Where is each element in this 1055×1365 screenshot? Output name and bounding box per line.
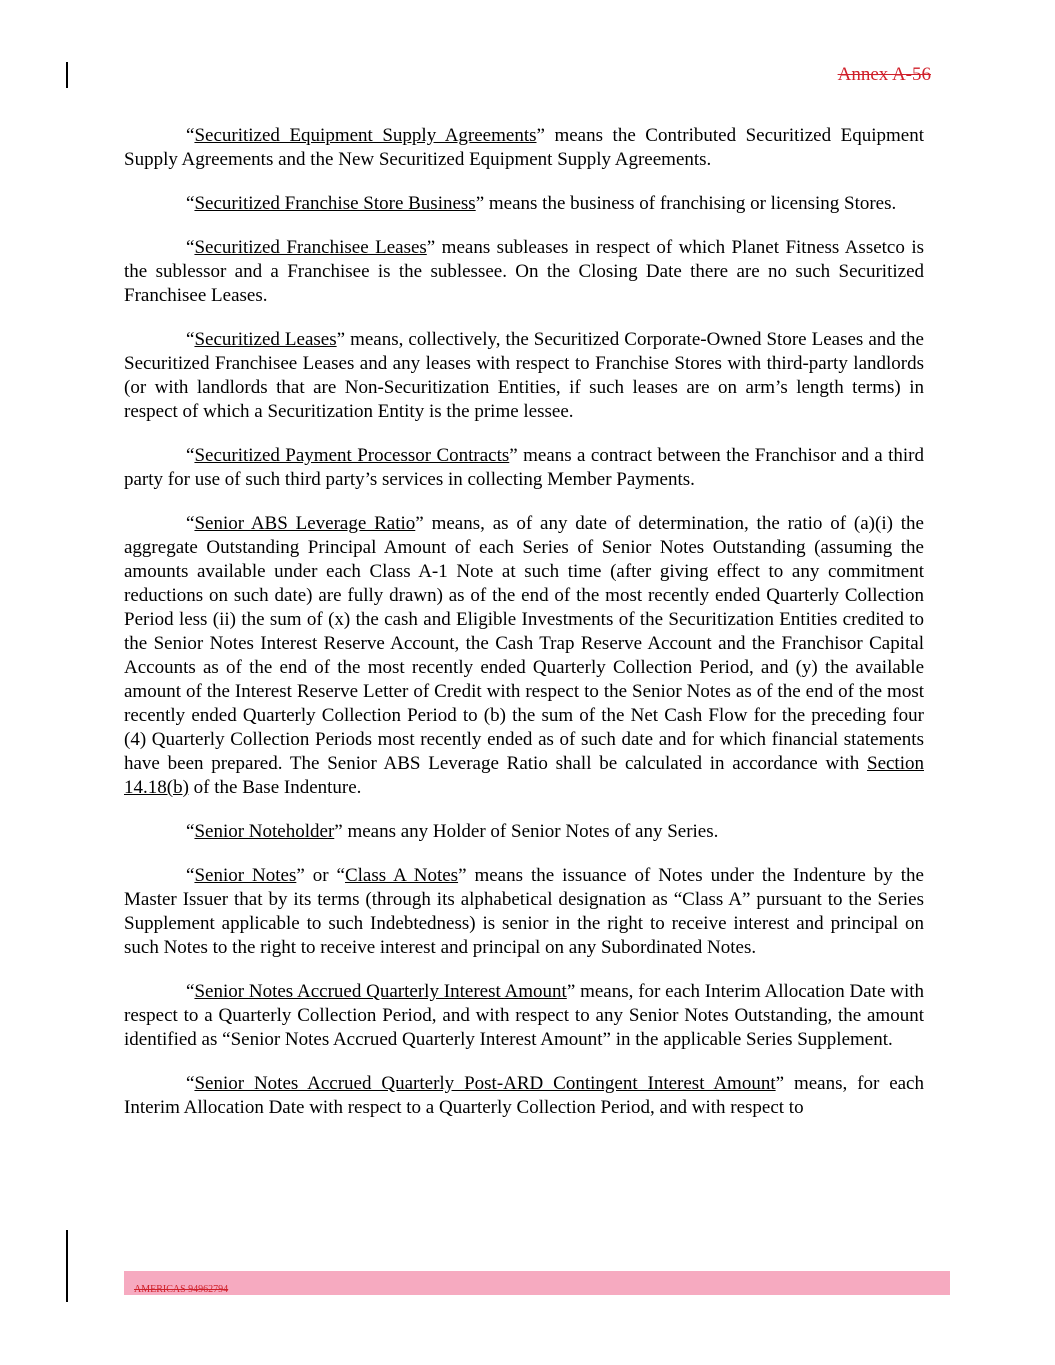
definition-text: ” means the business of franchising or licensing Stores. xyxy=(475,193,897,214)
defined-term: Securitized Payment Processor Contracts xyxy=(194,445,510,466)
defined-term: Securitized Franchise Store Business xyxy=(194,193,476,214)
definition-senior-notes-accrued-quarterly-post-ard-contingent-interest-amount: “Senior Notes Accrued Quarterly Post-ARD Contingent Interest Amount” means, for each Interim Allocation Date with respect to a Quarterly Collection Period, and with respect to xyxy=(124,1073,924,1118)
section-reference: Section 14.18(b) xyxy=(124,753,924,798)
definition-tail: of the Base Indenture. xyxy=(188,777,362,798)
definition-securitized-equipment-supply-agreements: “Securitized Equipment Supply Agreements” means the Contributed Securitized Equipment Supply Agreements and the New Securitized Equipment Supply Agreements. xyxy=(124,125,924,170)
definition-text: ” means, as of any date of determination, the ratio of (a)(i) the aggregate Outstanding Principal Amount of each Series of Senior Notes Outstanding (assuming the amounts available under each Class A-1 Note at such time (after giving effect to any commitment reductions on such date) are fully drawn) as of the end of the most recently ended Quarterly Collection Period less (ii) the sum of (x) the cash and Eligible Investments of the Securitization Entities credited to the Senior Notes Interest Reserve Account, the Cash Trap Reserve Account and the Franchisor Capital Accounts as of the end of the most recently ended Quarterly Collection Period, and (y) the available amount of the Interest Reserve Letter of Credit with respect to the Senior Notes as of the end of the most recently ended Quarterly Collection Period to (b) the sum of the Net Cash Flow for the preceding four (4) Quarterly Collection Periods most recently ended as of such date and for which financial statements have been prepared. The Senior ABS Leverage Ratio shall be calculated in accordance with xyxy=(124,513,924,774)
defined-term: Senior Notes Accrued Quarterly Post-ARD Contingent Interest Amount xyxy=(194,1073,776,1094)
change-bar-bottom xyxy=(66,1230,68,1302)
definition-connector: ” or “ xyxy=(296,865,345,886)
defined-term: Senior Notes Accrued Quarterly Interest Amount xyxy=(194,981,567,1002)
defined-term: Securitized Equipment Supply Agreements xyxy=(194,125,537,146)
definition-senior-notes: “Senior Notes” or “Class A Notes” means the issuance of Notes under the Indenture by the Master Issuer that by its terms (through its alphabetical designation as “Class A” pursuant to the Series Supplement applicable to such Indebtedness) is senior in the right to receive interest and principal on such Notes to the right to receive interest and principal on any Subordinated Notes. xyxy=(124,865,924,958)
defined-term: Securitized Franchisee Leases xyxy=(194,237,427,258)
definition-senior-notes-accrued-quarterly-interest-amount: “Senior Notes Accrued Quarterly Interest Amount” means, for each Interim Allocation Date with respect to a Quarterly Collection Period, and with respect to any Senior Notes Outstanding, the amount identified as “Senior Notes Accrued Quarterly Interest Amount” in the applicable Series Supplement. xyxy=(124,981,924,1050)
footer-highlight-bar xyxy=(124,1271,950,1295)
document-body xyxy=(124,124,924,1140)
definition-text: ” means any Holder of Senior Notes of any Series. xyxy=(334,821,719,842)
defined-term: Securitized Leases xyxy=(194,329,337,350)
definition-text: ” means, for each Interim Allocation Date with respect to a Quarterly Collection Period, and with respect to xyxy=(124,1073,924,1118)
document-id: AMERICAS 94962794 xyxy=(134,1284,229,1295)
defined-term: Senior Notes xyxy=(194,865,297,886)
defined-term: Senior Noteholder xyxy=(194,821,335,842)
definition-senior-abs-leverage-ratio: “Senior ABS Leverage Ratio” means, as of any date of determination, the ratio of (a)(i) the aggregate Outstanding Principal Amount of each Series of Senior Notes Outstanding (assuming the amounts available under each Class A-1 Note at such time (after giving effect to any commitment reductions on such date) are fully drawn) as of the end of the most recently ended Quarterly Collection Period less (ii) the sum of (x) the cash and Eligible Investments of the Securitization Entities credited to the Senior Notes Interest Reserve Account, the Cash Trap Reserve Account and the Franchisor Capital Accounts as of the end of the most recently ended Quarterly Collection Period, and (y) the available amount of the Interest Reserve Letter of Credit with respect to the Senior Notes as of the end of the most recently ended Quarterly Collection Period to (b) the sum of the Net Cash Flow for the preceding four (4) Quarterly Collection Periods most recently ended as of such date and for which financial statements have been prepared. The Senior ABS Leverage Ratio shall be calculated in accordance with Section 14.18(b) of the Base Indenture. xyxy=(124,513,924,798)
definition-senior-noteholder: “Senior Noteholder” means any Holder of Senior Notes of any Series. xyxy=(186,821,719,842)
definition-text: ” means the Contributed Securitized Equipment Supply Agreements and the New Securitized Equipment Supply Agreements. xyxy=(124,125,924,170)
definition-securitized-leases: “Securitized Leases” means, collectively, the Securitized Corporate-Owned Store Leases and the Securitized Franchisee Leases and any leases with respect to Franchise Stores with third-party landlords (or with landlords that are Non-Securitization Entities, if such leases are on arm’s length terms) in respect of which a Securitization Entity is the prime lessee. xyxy=(124,329,924,422)
annex-label: Annex A-56 xyxy=(837,64,931,85)
definition-text: ” means, collectively, the Securitized Corporate-Owned Store Leases and the Securitized Franchisee Leases and any leases with respect to Franchise Stores with third-party landlords (or with landlords that are Non-Securitization Entities, if such leases are on arm’s length terms) in respect of which a Securitization Entity is the prime lessee. xyxy=(124,329,924,422)
definition-securitized-franchisee-leases: “Securitized Franchisee Leases” means subleases in respect of which Planet Fitness Assetco is the sublessor and a Franchisee is the sublessee. On the Closing Date there are no such Securitized Franchisee Leases. xyxy=(124,237,924,306)
definition-securitized-payment-processor-contracts: “Securitized Payment Processor Contracts” means a contract between the Franchisor and a third party for use of such third party’s services in collecting Member Payments. xyxy=(124,445,924,490)
defined-term: Senior ABS Leverage Ratio xyxy=(194,513,416,534)
definition-text: ” means the issuance of Notes under the Indenture by the Master Issuer that by its terms (through its alphabetical designation as “Class A” pursuant to the Series Supplement applicable to such Indebtedness) is senior in the right to receive interest and principal on such Notes to the right to receive interest and principal on any Subordinated Notes. xyxy=(124,865,924,958)
definition-text: ” means, for each Interim Allocation Date with respect to a Quarterly Collection Period, and with respect to any Senior Notes Outstanding, the amount identified as “Senior Notes Accrued Quarterly Interest Amount” in the applicable Series Supplement. xyxy=(124,981,924,1050)
definition-securitized-franchise-store-business: “Securitized Franchise Store Business” means the business of franchising or licensing Stores. xyxy=(186,193,897,214)
defined-term-alternate: Class A Notes xyxy=(344,865,459,886)
definition-text: ” means a contract between the Franchisor and a third party for use of such third party’s services in collecting Member Payments. xyxy=(124,445,924,490)
change-bar-top xyxy=(66,62,68,88)
definition-text: ” means subleases in respect of which Planet Fitness Assetco is the sublessor and a Franchisee is the sublessee. On the Closing Date there are no such Securitized Franchisee Leases. xyxy=(124,237,924,306)
